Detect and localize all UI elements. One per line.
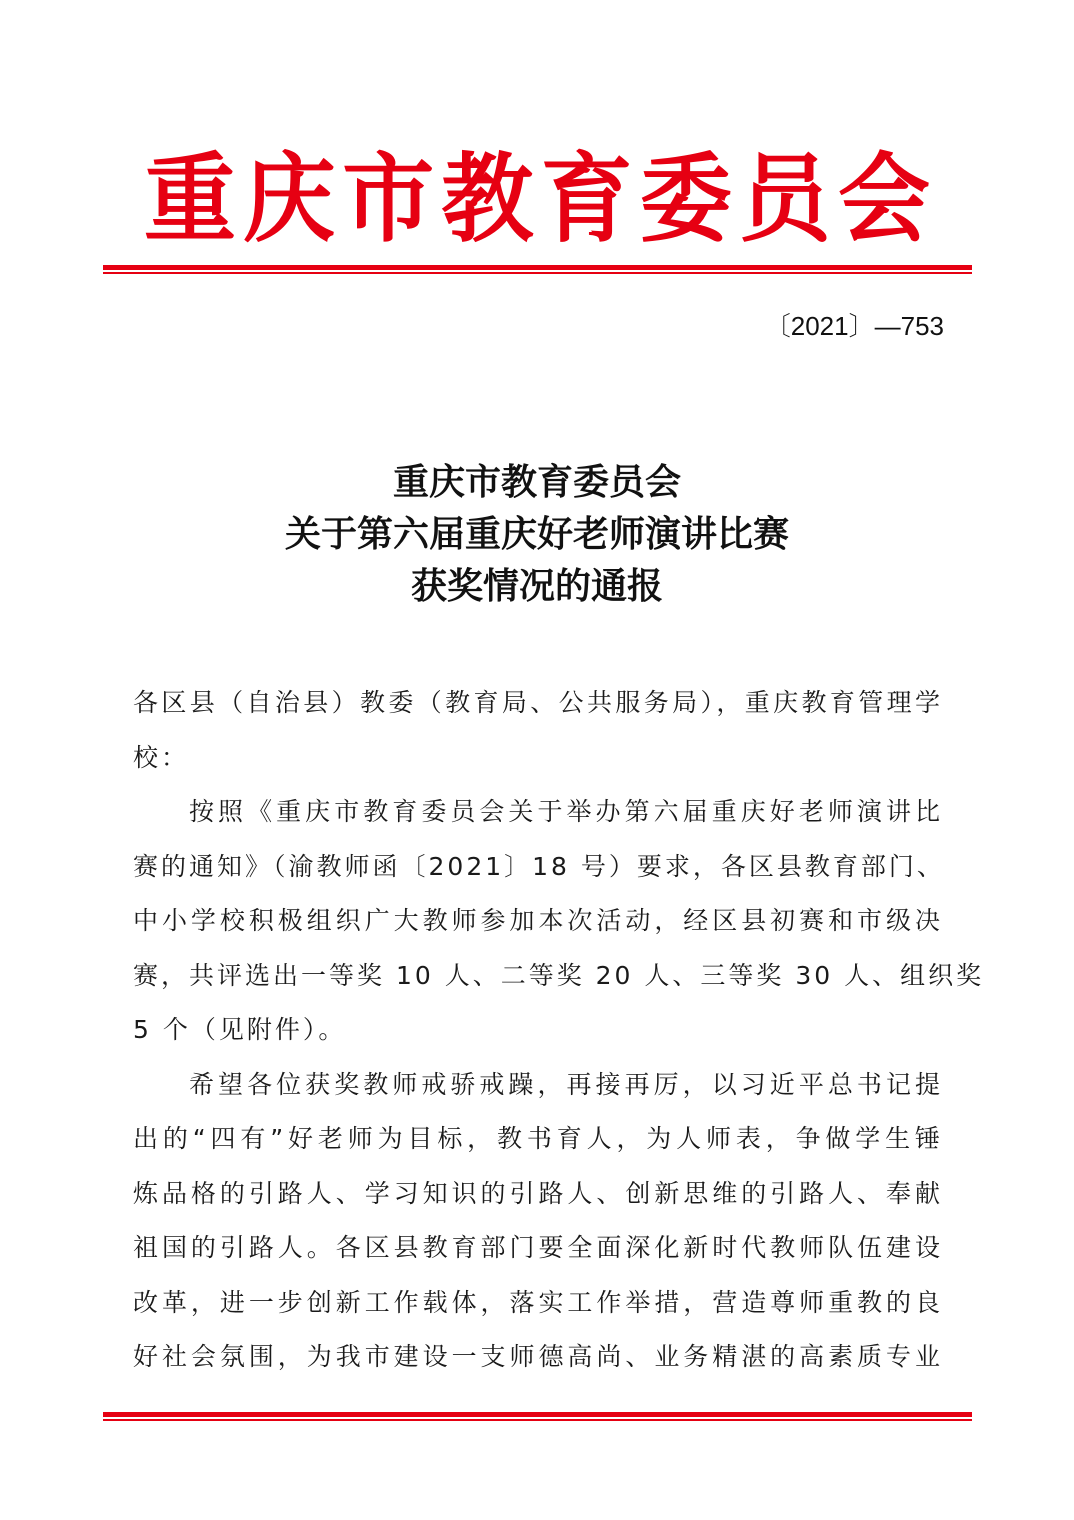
masthead-char: 会 bbox=[837, 143, 930, 256]
addressee bbox=[133, 676, 943, 785]
footer-red-rule bbox=[103, 1412, 972, 1421]
masthead-char: 教 bbox=[441, 143, 534, 256]
body-line: 校： bbox=[133, 742, 190, 772]
title-line-1: 重庆市教育委员会 bbox=[392, 461, 681, 503]
body-line: 5 个（见附件）。 bbox=[133, 1015, 347, 1044]
masthead-char: 庆 bbox=[243, 143, 336, 256]
masthead-org-name bbox=[104, 140, 970, 260]
masthead-char: 育 bbox=[540, 143, 633, 256]
body-line: 炼品格的引路人、学习知识的引路人、创新思维的引路人、奉献 bbox=[133, 1178, 943, 1208]
masthead-char: 员 bbox=[738, 143, 831, 256]
masthead-char: 市 bbox=[342, 143, 435, 256]
body-line: 赛，共评选出一等奖 10 人、二等奖 20 人、三等奖 30 人、组织奖 bbox=[133, 960, 985, 990]
body-line: 希望各位获奖教师戒骄戒躁，再接再厉，以习近平总书记提 bbox=[189, 1069, 943, 1099]
title-line-3: 获奖情况的通报 bbox=[410, 565, 663, 607]
body-line: 祖国的引路人。各区县教育部门要全面深化新时代教师队伍建设 bbox=[133, 1233, 943, 1262]
masthead-red-rule bbox=[103, 265, 972, 274]
title-line-2: 关于第六届重庆好老师演讲比赛 bbox=[284, 513, 789, 555]
body-line: 赛的通知》（渝教师函〔2021〕18 号）要求，各区县教育部门、 bbox=[133, 851, 945, 881]
body-line: 按照《重庆市教育委员会关于举办第六届重庆好老师演讲比 bbox=[189, 797, 943, 826]
body-line: 改革，进一步创新工作载体，落实工作举措，营造尊师重教的良 bbox=[133, 1287, 943, 1317]
paragraph-2 bbox=[133, 1058, 943, 1385]
body-line: 各区县（自治县）教委（教育局、公共服务局），重庆教育管理学 bbox=[133, 688, 943, 717]
paragraph-1 bbox=[133, 785, 985, 1058]
masthead-char: 重 bbox=[144, 143, 237, 256]
masthead-char: 委 bbox=[639, 143, 732, 256]
document-body bbox=[133, 676, 985, 1385]
body-line: 好社会氛围，为我市建设一支师德高尚、业务精湛的高素质专业 bbox=[133, 1342, 943, 1371]
body-line: 出的“四有”好老师为目标，教书育人，为人师表，争做学生锤 bbox=[133, 1124, 943, 1153]
document-number: 〔2021〕—753 bbox=[764, 311, 944, 341]
document-title bbox=[0, 456, 1074, 612]
body-line: 中小学校积极组织广大教师参加本次活动，经区县初赛和市级决 bbox=[133, 906, 943, 935]
